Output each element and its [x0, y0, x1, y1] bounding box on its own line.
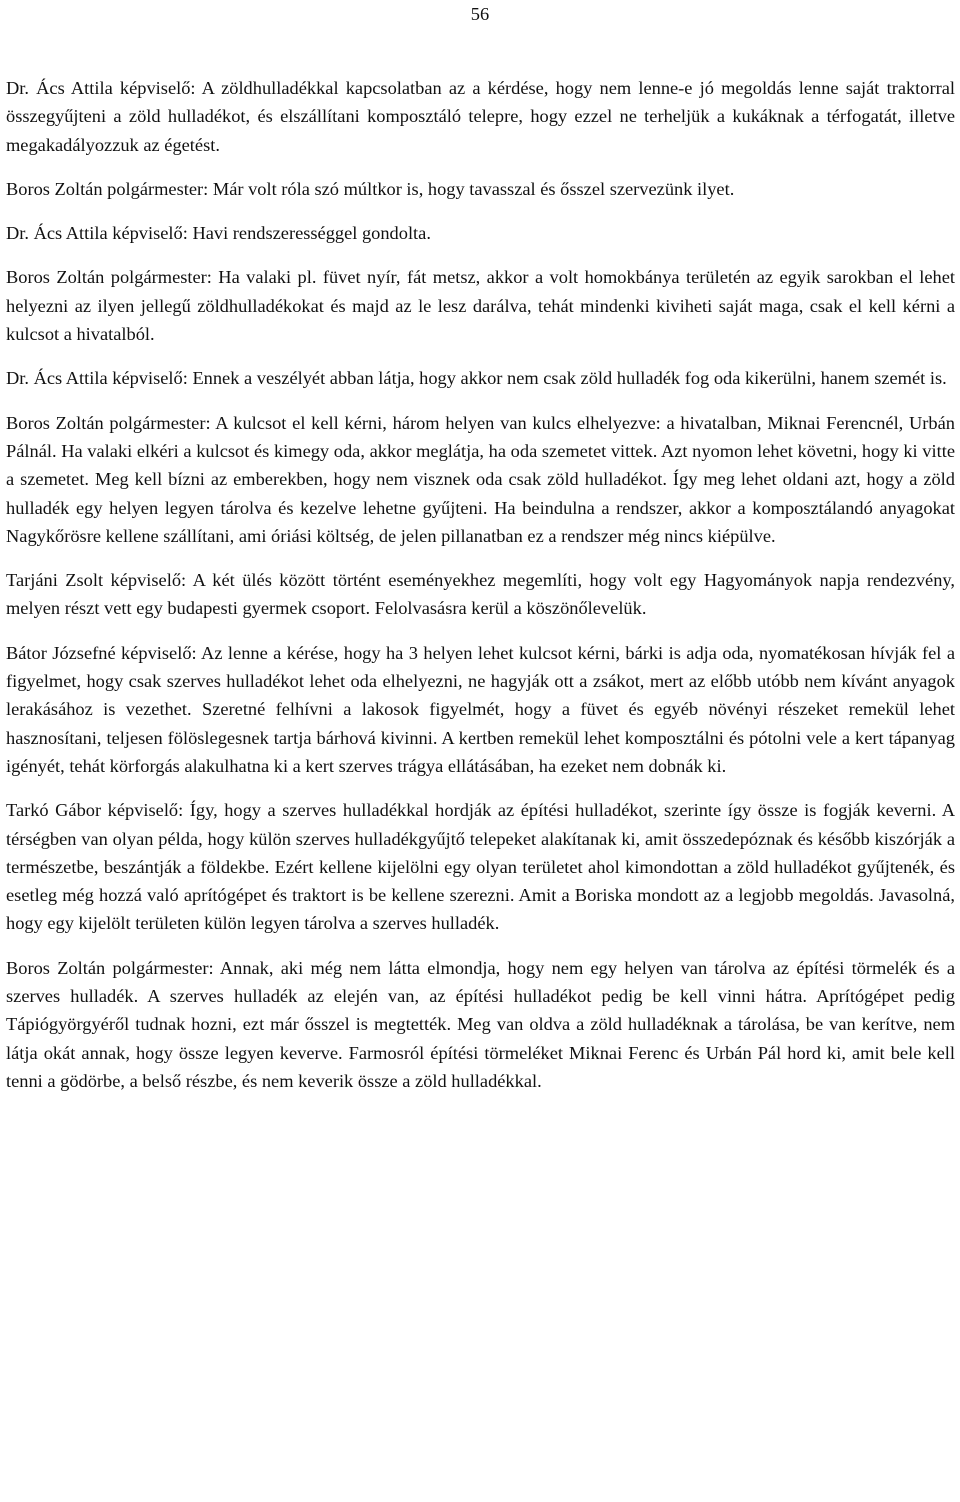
paragraph: Boros Zoltán polgármester: Ha valaki pl. füvet nyír, fát metsz, akkor a volt homokbánya területén az egyik sarokban el lehet helyezni az ilyen jellegű zöldhulladékokat és majd az le lesz darálva, tehát mindenki kiviheti saját maga, csak el kell kérni a kulcsot a hivatalból.	[6, 267, 955, 345]
document-body	[6, 74, 955, 1111]
paragraph: Tarjáni Zsolt képviselő: A két ülés között történt eseményekhez megemlíti, hogy volt egy Hagyományok napja rendezvény, melyen részt vett egy budapesti gyermek csoport. Felolvasásra kerül a köszönőlevelük.	[6, 570, 955, 619]
paragraph: Dr. Ács Attila képviselő: Havi rendszerességgel gondolta.	[6, 223, 431, 244]
paragraph: Tarkó Gábor képviselő: Így, hogy a szerves hulladékkal hordják az építési hulladékot, szerinte így össze is fogják keverni. A térségben van olyan példa, hogy külön szerves hulladékgyűjtő telepeket alakítanak ki, amit összedepóznak és később kiszórják a természetbe, beszántják a földekbe. Ezért kellene kijelölni egy olyan területet ahol kimondottan a zöld hulladékot gyűjtenék, és esetleg még hozzá való aprítógépet és traktort is be kellene szerezni. Amit a Boriska mondott az a legjobb megoldás. Javasolná, hogy egy kijelölt területen külön legyen tárolva a szerves hulladék.	[6, 800, 955, 934]
page-number: 56	[470, 4, 490, 24]
paragraph: Boros Zoltán polgármester: A kulcsot el kell kérni, három helyen van kulcs elhelyezve: a hivatalban, Miknai Ferencnél, Urbán Pálnál. Ha valaki elkéri a kulcsot és kimegy oda, akkor meglátja, ha oda szemetet vittek. Azt nyomon lehet követni, hogy ki vitte a szemetet. Meg kell bízni az emberekben, hogy nem visznek oda csak zöld hulladékot. Így meg lehet oldani azt, hogy a zöld hulladék egy helyen legyen tárolva és kezelve lehetne gyűjteni. Ha beindulna a rendszer, akkor a komposztálandó anyagokat Nagykőrösre kellene szállítani, ami óriási költség, de jelen pillanatban ez a rendszer még nincs kiépülve.	[6, 412, 955, 546]
paragraph: Bátor Józsefné képviselő: Az lenne a kérése, hogy ha 3 helyen lehet kulcsot kérni, bárki is adja oda, nyomatékosan hívják fel a figyelmet, hogy csak szerves hulladékot lehet oda elhelyezni, ne hagyják ott a zsákot, mert az előbb utóbb nem kívánt anyagok lerakásához is vezethet. Szeretné felhívni a lakosok figyelmét, hogy a füvet és egyéb növényi részeket remekül lehet hasznosítani, teljesen fölöslegesnek tartja bárhová kivinni. A kertben remekül lehet komposztálni és pótolni vele a kert tápanyag igényét, tehát körforgás alakulhatna ki a kert szerves trágya ellátásában, ha ezeket nem dobnák ki.	[6, 642, 955, 776]
paragraph: Boros Zoltán polgármester: Annak, aki még nem látta elmondja, hogy nem egy helyen van tárolva az építési törmelék és a szerves hulladék. A szerves hulladék az elején van, az építési hulladékot pedig be kell vinni hátra. Aprítógépet pedig Tápiógyörgyéről tudnak hozni, ezt már ősszel is megtették. Meg van oldva a zöld hulladéknak a tárolása, be van kerítve, nem látja okát annak, hogy össze legyen keverve. Farmosról építési törmeléket Miknai Ferenc és Urbán Pál hord ki, amit bele kell tenni a gödörbe, a belső részbe, és nem keverik össze a zöld hulladékkal.	[6, 957, 955, 1091]
paragraph: Dr. Ács Attila képviselő: A zöldhulladékkal kapcsolatban az a kérdése, hogy nem lenne-e jó megoldás lenne saját traktorral összegyűjteni a zöld hulladékot, és elszállítani komposztáló telepre, hogy ezzel ne terheljük a kukáknak a térfogatát, illetve megakadályozzuk az égetést.	[6, 78, 955, 155]
paragraph: Dr. Ács Attila képviselő: Ennek a veszélyét abban látja, hogy akkor nem csak zöld hulladék fog oda kikerülni, hanem szemét is.	[6, 368, 947, 389]
paragraph: Boros Zoltán polgármester: Már volt róla szó múltkor is, hogy tavasszal és ősszel szervezünk ilyet.	[6, 178, 735, 199]
